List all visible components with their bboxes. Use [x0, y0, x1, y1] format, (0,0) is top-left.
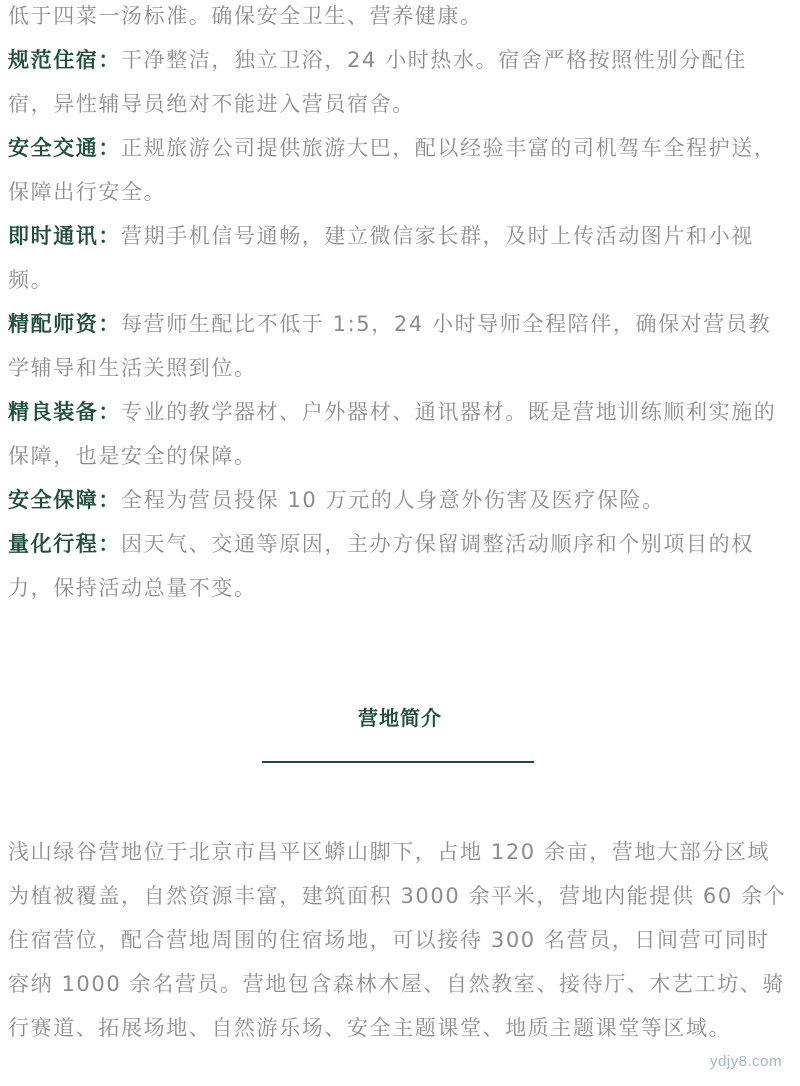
section-divider	[262, 761, 534, 763]
feature-schedule	[8, 522, 788, 610]
feature-transport	[8, 126, 788, 214]
feature-label: 精良装备：	[8, 400, 121, 424]
feature-label: 规范住宿：	[8, 48, 121, 72]
feature-text: 因天气、交通等原因，主办方保留调整活动顺序和个别项目的权力，保持活动总量不变。	[8, 532, 754, 600]
watermark: ydjy8.com	[709, 1053, 782, 1070]
feature-text: 干净整洁，独立卫浴，24 小时热水。宿舍严格按照性别分配住宿，异性辅导员绝对不能进入营员宿舍。	[8, 48, 747, 116]
feature-label: 安全保障：	[8, 488, 121, 512]
feature-text: 营期手机信号通畅，建立微信家长群，及时上传活动图片和小视频。	[8, 224, 754, 292]
feature-label: 精配师资：	[8, 312, 121, 336]
feature-teachers	[8, 302, 788, 390]
section-body: 浅山绿谷营地位于北京市昌平区蟒山脚下，占地 120 余亩，营地大部分区域为植被覆盖，自然资源丰富，建筑面积 3000 余平米，营地内能提供 60 余个住宿营位，配合营地周围的住宿场地，可以接待 300 名营员，日间营可同时容纳 1000 余名营员。营地包含森林木屋、自然教室、接待厅、木艺工坊、骑行赛道、拓展场地、自然游乐场、安全主题课堂、地质主题课堂等区域。	[8, 840, 787, 1040]
feature-communication	[8, 214, 788, 302]
feature-equipment	[8, 390, 788, 478]
feature-label: 即时通讯：	[8, 224, 121, 248]
feature-text: 每营师生配比不低于 1:5，24 小时导师全程陪伴，确保对营员教学辅导和生活关照到位。	[8, 312, 772, 380]
feature-label: 安全交通：	[8, 136, 121, 160]
feature-text: 全程为营员投保 10 万元的人身意外伤害及医疗保险。	[121, 488, 665, 512]
feature-text: 专业的教学器材、户外器材、通讯器材。既是营地训练顺利实施的保障，也是安全的保障。	[8, 400, 777, 468]
feature-insurance	[8, 478, 788, 522]
intro-line: 低于四菜一汤标准。确保安全卫生、营养健康。	[8, 4, 483, 28]
section-title: 营地简介	[358, 706, 442, 730]
feature-label: 量化行程：	[8, 532, 121, 556]
feature-text: 正规旅游公司提供旅游大巴，配以经验丰富的司机驾车全程护送，保障出行安全。	[8, 136, 777, 204]
feature-accommodation	[8, 38, 788, 126]
